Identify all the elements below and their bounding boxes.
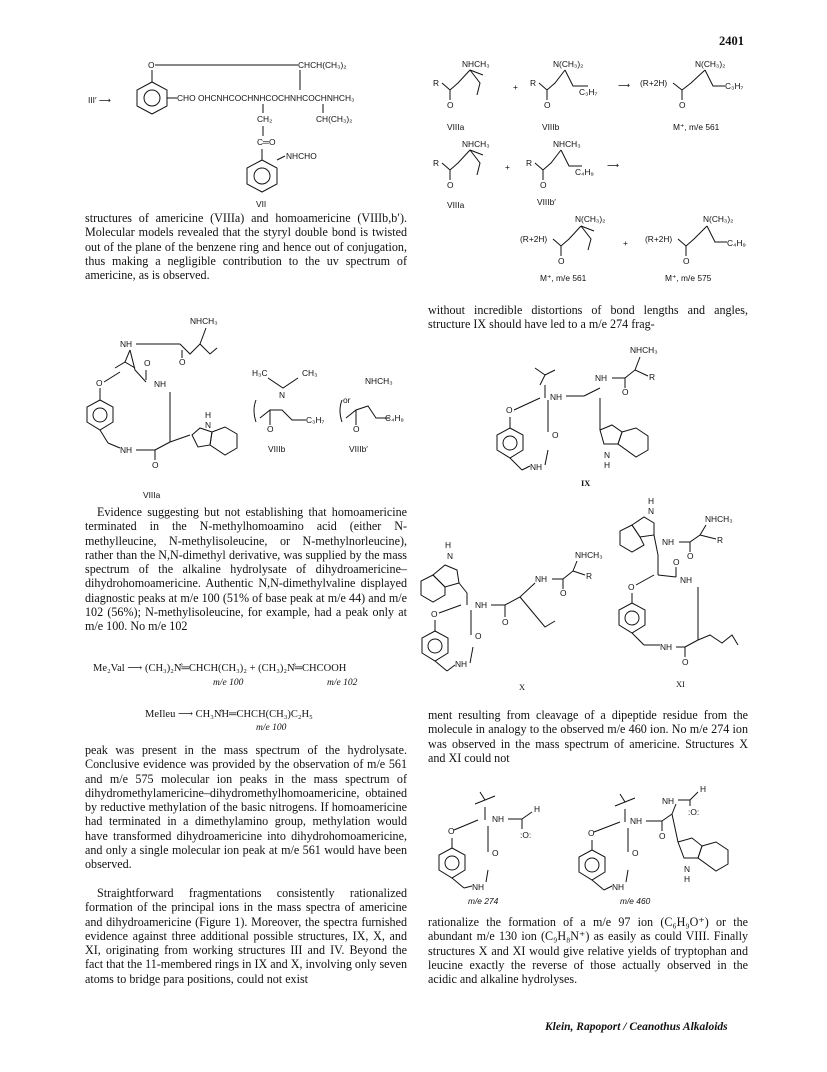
vii-top-chain: CHO OHCNHCOCHNHCOCHNHCOCHNHCH₃: [177, 93, 355, 103]
viiib-prime-nhch3: NHCH₃: [365, 376, 393, 386]
viiia-indole-h: H: [205, 410, 212, 420]
frag460-nh-bottom: NH: [612, 882, 625, 892]
xi-o-3: O: [682, 657, 689, 667]
fragment-ions-diagram: [440, 782, 740, 907]
frag460-label: m/e 460: [620, 896, 651, 906]
left-paragraph-3: peak was present in the mass spectrum of the hydrolysate. Conclusive evidence was provided by the observation of m/e 561 and m/e 575 molecular ion peaks in the mass spectrum of dihydromethylamericine–dihydromethylhomoamericine, obtained by reductive methylation of the basic nitrogens. If homoamericine had terminated in a dimethylamino group, methylation would have transformed dihydroamericine into dihydrohomoamericine, and only a single molecular ion peak at m/e 561 would have been observed.: [85, 743, 407, 872]
x-indole-n: N: [447, 551, 454, 561]
viii-r1b-c3h7: C₃H₇: [579, 87, 598, 97]
viiib-n: N: [279, 390, 286, 400]
ix-indole-n: N: [604, 450, 611, 460]
xi-nhch3: NHCH₃: [705, 514, 733, 524]
frag460-o-plus: :O:: [688, 807, 700, 817]
x-nhch3: NHCH₃: [575, 550, 603, 560]
viii-label-viiib-prime: VIIIb′: [537, 197, 556, 207]
ix-o-2: O: [552, 430, 559, 440]
viii-r3a-nch32: N(CH₃)₂: [575, 214, 606, 224]
viiib-o: O: [267, 424, 274, 434]
ix-nh-ring: NH: [550, 392, 563, 402]
viii-r1c-c3h7: C₃H₇: [725, 81, 744, 91]
left-paragraph-1: structures of americine (VIIIa) and homoamericine (VIIIb,b′). Molecular models revealed that the styryl double bond is twisted out of the plane of the benzene ring and hence out of conjugation, thus making a negligible contribution to the uv spectrum of americine, as is observed.: [85, 211, 407, 283]
vii-label: VII: [256, 199, 267, 209]
right-paragraph-3: rationalize the formation of a m/e 97 ion (C₆H₉O⁺) or the abundant m/e 130 ion (C₉H₈N⁺) as easily as could VIII. Finally structures X and XI would give relative yields of tryptophan and leucine exactly the reverse of those actually observed in the acidic and alkaline hydrolyses.: [428, 915, 748, 987]
viii-r2b-c4h9: C₄H₉: [575, 167, 594, 177]
vii-ch2: CH₂: [257, 114, 273, 124]
viii-r1b-o: O: [544, 100, 551, 110]
x-r: R: [586, 571, 593, 581]
viiib-or: or: [343, 395, 351, 405]
viii-label-viiib: VIIIb: [542, 122, 560, 132]
frag460-h-ind: H: [684, 874, 691, 884]
right-paragraph-2: ment resulting from cleavage of a dipeptide residue from the molecule in analogy to the observed m/e 460 ion. No m/e 274 ion was observed in the mass spectrum of americine. Structures X and XI could not: [428, 708, 748, 765]
left-paragraph-4: Straightforward fragmentations consistently rationalized formation of the principal ions in the mass spectra of americine and dihydroamericine (Figure 1). Moreover, the spectra furnished evidence against three additional possible structures, IX, X, and XI, originating from working structures III and IV. Beyond the fact that the 11-membered rings in IX and X, involving only seven atoms to bridge para positions, could not exist: [85, 886, 407, 986]
viii-label-m561-1: M⁺, m/e 561: [673, 122, 720, 132]
frag274-nh: NH: [492, 814, 505, 824]
ix-nh-top: NH: [595, 373, 608, 383]
frag274-nh-bottom: NH: [472, 882, 485, 892]
viii-r1c-r2h: (R+2H): [640, 78, 668, 88]
vii-nhcho: NHCHO: [286, 151, 317, 161]
viii-r1b-nch32: N(CH₃)₂: [553, 59, 584, 69]
viiia-o-3: O: [152, 460, 159, 470]
x-nh-top: NH: [535, 574, 548, 584]
frag274-label: m/e 274: [468, 896, 499, 906]
viii-r2-r: R: [433, 158, 440, 168]
viiib-label: VIIIb: [268, 444, 286, 454]
right-paragraph-1: without incredible distortions of bond lengths and angles, structure IX should have led to a m/e 274 frag-: [428, 303, 748, 332]
xi-o-2: O: [673, 557, 680, 567]
x-o-1: O: [560, 588, 567, 598]
viiib-prime-o: O: [353, 424, 360, 434]
viii-r2-o: O: [447, 180, 454, 190]
viiib-h3c: H₃C: [252, 368, 268, 378]
viii-plus2: +: [505, 162, 510, 172]
viiia-o-2: O: [144, 358, 151, 368]
viiia-nh-bottom: NH: [120, 445, 133, 455]
viii-r3b-r2h: (R+2H): [645, 234, 673, 244]
ix-nhch3: NHCH₃: [630, 345, 658, 355]
viii-r1-nhch3: NHCH₃: [462, 59, 490, 69]
x-nh-ring: NH: [475, 600, 488, 610]
x-o-2: O: [502, 617, 509, 627]
viiib-prime-label: VIIIb′: [349, 444, 368, 454]
viiia-nh-ring: NH: [154, 379, 167, 389]
viii-r3b-nch32: N(CH₃)₂: [703, 214, 734, 224]
x-nh-bottom: NH: [455, 659, 468, 669]
xi-label: XI: [676, 680, 685, 689]
frag460-o-ether: O: [588, 828, 595, 838]
structure-vii-diagram: [0, 0, 420, 210]
viii-arrow2: ⟶: [607, 160, 620, 170]
viiib-prime-c4h9: C₄H₉: [385, 413, 404, 423]
equation-1-m100: m/e 100: [213, 678, 244, 688]
viiia-indole-n: N: [205, 420, 212, 430]
frag274-o: :O:: [520, 830, 532, 840]
viii-r1-r: R: [433, 78, 440, 88]
xi-r: R: [717, 535, 724, 545]
equation-1: Me₂Val ⟶ (CH₃)₂N̊═CHCH(CH₃)₂ + (CH₃)₂N̊═CHCOOH: [93, 663, 347, 674]
viii-r3a-r2h: (R+2H): [520, 234, 548, 244]
viiia-o-ether: O: [96, 378, 103, 388]
xi-o-ether: O: [628, 582, 635, 592]
vii-co: C═O: [257, 137, 276, 147]
frag274-h: H: [534, 804, 541, 814]
viii-scheme-diagram: [425, 50, 785, 290]
structure-viiia-diagram: [80, 310, 410, 500]
viii-r1c-nch32: N(CH₃)₂: [695, 59, 726, 69]
x-o-3: O: [475, 631, 482, 641]
viii-plus1: +: [513, 82, 518, 92]
viii-r1b-r: R: [530, 78, 537, 88]
equation-2-m100: m/e 100: [256, 723, 287, 733]
viii-label-m561-2: M⁺, m/e 561: [540, 273, 587, 283]
equation-1-m102: m/e 102: [327, 678, 358, 688]
viiia-nh-top: NH: [120, 339, 133, 349]
structure-ix-diagram: [500, 340, 700, 490]
frag460-o: O: [659, 831, 666, 841]
xi-nh-top: NH: [662, 537, 675, 547]
x-label: X: [519, 683, 526, 692]
viii-r3b-c4h9: C₄H₉: [727, 238, 746, 248]
structure-x-diagram: [425, 535, 625, 695]
viiia-o-1: O: [179, 357, 186, 367]
ix-indole-h: H: [604, 460, 611, 470]
viii-r1-o: O: [447, 100, 454, 110]
ix-o-ether: O: [506, 405, 513, 415]
ix-r: R: [649, 372, 656, 382]
vii-arrow-label: III′ ⟶: [88, 95, 111, 105]
viii-r2b-nhch3: NHCH₃: [553, 139, 581, 149]
vii-o-label: O: [148, 60, 155, 70]
frag460-o-2: O: [632, 848, 639, 858]
vii-top-right: CHCH(CH₃)₂: [298, 60, 347, 70]
frag460-nh: NH: [630, 816, 643, 826]
viii-r3a-o: O: [558, 256, 565, 266]
page-number: 2401: [719, 34, 744, 48]
viii-r2-nhch3: NHCH₃: [462, 139, 490, 149]
xi-o-1: O: [687, 551, 694, 561]
viii-r3b-o: O: [683, 256, 690, 266]
structure-xi-diagram: [610, 495, 800, 695]
viii-plus3: +: [623, 238, 628, 248]
frag274-o-ether: O: [448, 826, 455, 836]
viii-r1c-o: O: [679, 100, 686, 110]
viiib-c3h7: C₃H₇: [306, 415, 325, 425]
x-indole-h: H: [445, 540, 452, 550]
viii-r2b-o: O: [540, 180, 547, 190]
viiia-label: VIIIa: [143, 490, 161, 500]
vii-right-ch: CH(CH₃)₂: [316, 114, 353, 124]
viii-r2b-r: R: [526, 158, 533, 168]
viii-label-m575: M⁺, m/e 575: [665, 273, 712, 283]
ix-nh-bottom: NH: [530, 462, 543, 472]
left-paragraph-2: Evidence suggesting but not establishing that homoamericine terminated in the N-methylhomoamino acid (either N-methylleucine, N-methylisoleucine, or N-methylnorleucine), rather than the N,N-dimethyl derivative, was supplied by the mass spectrum of the alkaline hydrolysate of dihydroamericine–dihydrohomoamericine. Authentic N,N-dimethylvaline displayed diagnostic peaks at m/e 100 (51% of base peak at m/e 44) and m/e 102 (56%); N-methylisoleucine, for example, had a peak only at m/e 100. No m/e 102: [85, 505, 407, 634]
running-footer: Klein, Rapoport / Ceanothus Alkaloids: [545, 1021, 728, 1033]
frag274-o-2: O: [492, 848, 499, 858]
ix-o-1: O: [622, 387, 629, 397]
xi-nh-ring: NH: [680, 575, 693, 585]
viii-label-viiia-2: VIIIa: [447, 200, 465, 210]
ix-label: IX: [581, 479, 591, 488]
viiib-ch3: CH₃: [302, 368, 318, 378]
frag460-h: H: [700, 784, 707, 794]
frag460-n: N: [684, 864, 691, 874]
viii-label-viiia-1: VIIIa: [447, 122, 465, 132]
xi-nh-bottom: NH: [660, 642, 673, 652]
xi-indole-n: N: [648, 506, 655, 516]
viii-arrow1: ⟶: [618, 80, 631, 90]
xi-indole-h: H: [648, 496, 655, 506]
x-o-ether: O: [431, 609, 438, 619]
equation-2: MeIleu ⟶ CH₃N̊H═CHCH(CH₃)C₂H₅: [145, 709, 313, 720]
frag460-nh-top: NH: [662, 796, 675, 806]
viiia-nhch3: NHCH₃: [190, 316, 218, 326]
